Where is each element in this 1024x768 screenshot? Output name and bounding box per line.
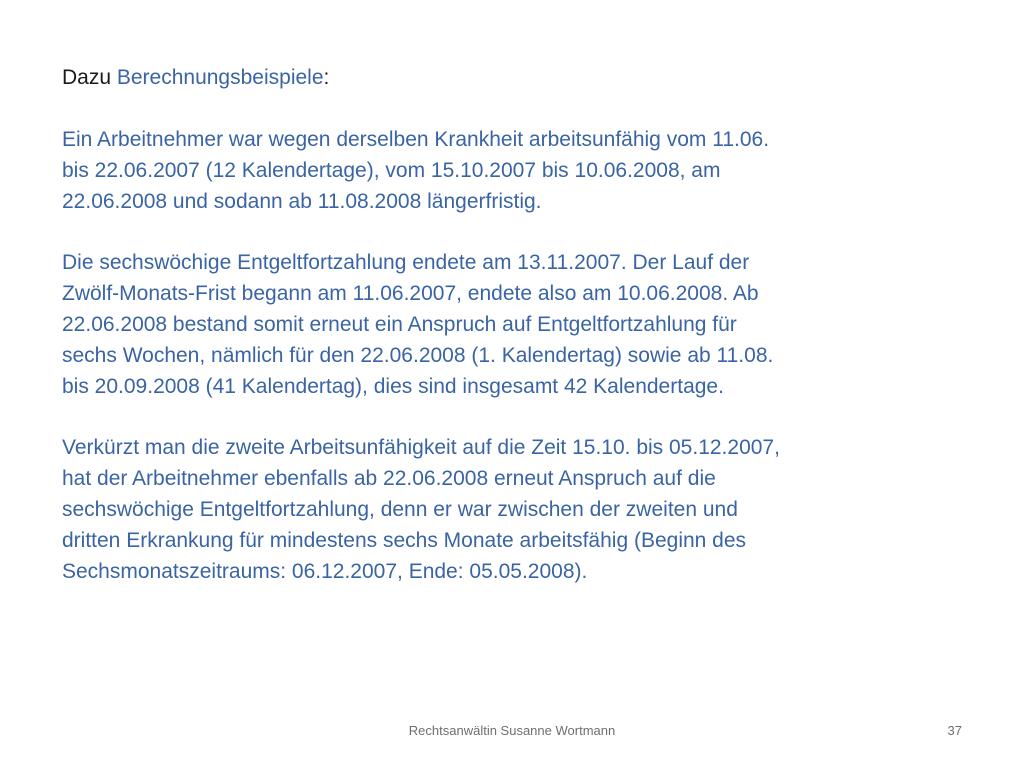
paragraph-line: sechs Wochen, nämlich für den 22.06.2008 (1. Kalendertag) sowie ab 11.08.	[62, 344, 774, 367]
footer-author: Rechtsanwältin Susanne Wortmann	[408, 723, 616, 738]
paragraph-2	[62, 247, 972, 402]
slide-content	[62, 62, 972, 617]
intro-suffix: :	[323, 66, 330, 89]
page-number: 37	[947, 723, 962, 738]
paragraph-line: Ein Arbeitnehmer war wegen derselben Krankheit arbeitsunfähig vom 11.06.	[62, 128, 770, 151]
paragraph-3	[62, 432, 972, 587]
paragraph-line: dritten Erkrankung für mindestens sechs Monate arbeitsfähig (Beginn des	[62, 529, 747, 552]
paragraph-1	[62, 124, 972, 217]
paragraph-line: Sechsmonatszeitraums: 06.12.2007, Ende: 05.05.2008).	[62, 560, 588, 583]
paragraph-line: bis 20.09.2008 (41 Kalendertag), dies sind insgesamt 42 Kalendertage.	[62, 375, 724, 398]
paragraph-line: bis 22.06.2007 (12 Kalendertage), vom 15.10.2007 bis 10.06.2008, am	[62, 159, 721, 182]
paragraph-line: 22.06.2008 bestand somit erneut ein Anspruch auf Entgeltfortzahlung für	[62, 313, 737, 336]
intro-prefix: Dazu	[62, 66, 117, 89]
intro-highlight: Berechnungsbeispiele	[116, 66, 324, 89]
paragraph-line: Die sechswöchige Entgeltfortzahlung endete am 13.11.2007. Der Lauf der	[62, 251, 750, 274]
intro-line	[62, 62, 972, 94]
paragraph-line: Verkürzt man die zweite Arbeitsunfähigkeit auf die Zeit 15.10. bis 05.12.2007,	[62, 436, 780, 459]
paragraph-line: 22.06.2008 und sodann ab 11.08.2008 längerfristig.	[62, 190, 542, 213]
paragraph-line: Zwölf-Monats-Frist begann am 11.06.2007, endete also am 10.06.2008. Ab	[62, 282, 759, 305]
paragraph-line: sechswöchige Entgeltfortzahlung, denn er war zwischen der zweiten und	[62, 498, 738, 521]
paragraph-line: hat der Arbeitnehmer ebenfalls ab 22.06.2008 erneut Anspruch auf die	[62, 467, 716, 490]
